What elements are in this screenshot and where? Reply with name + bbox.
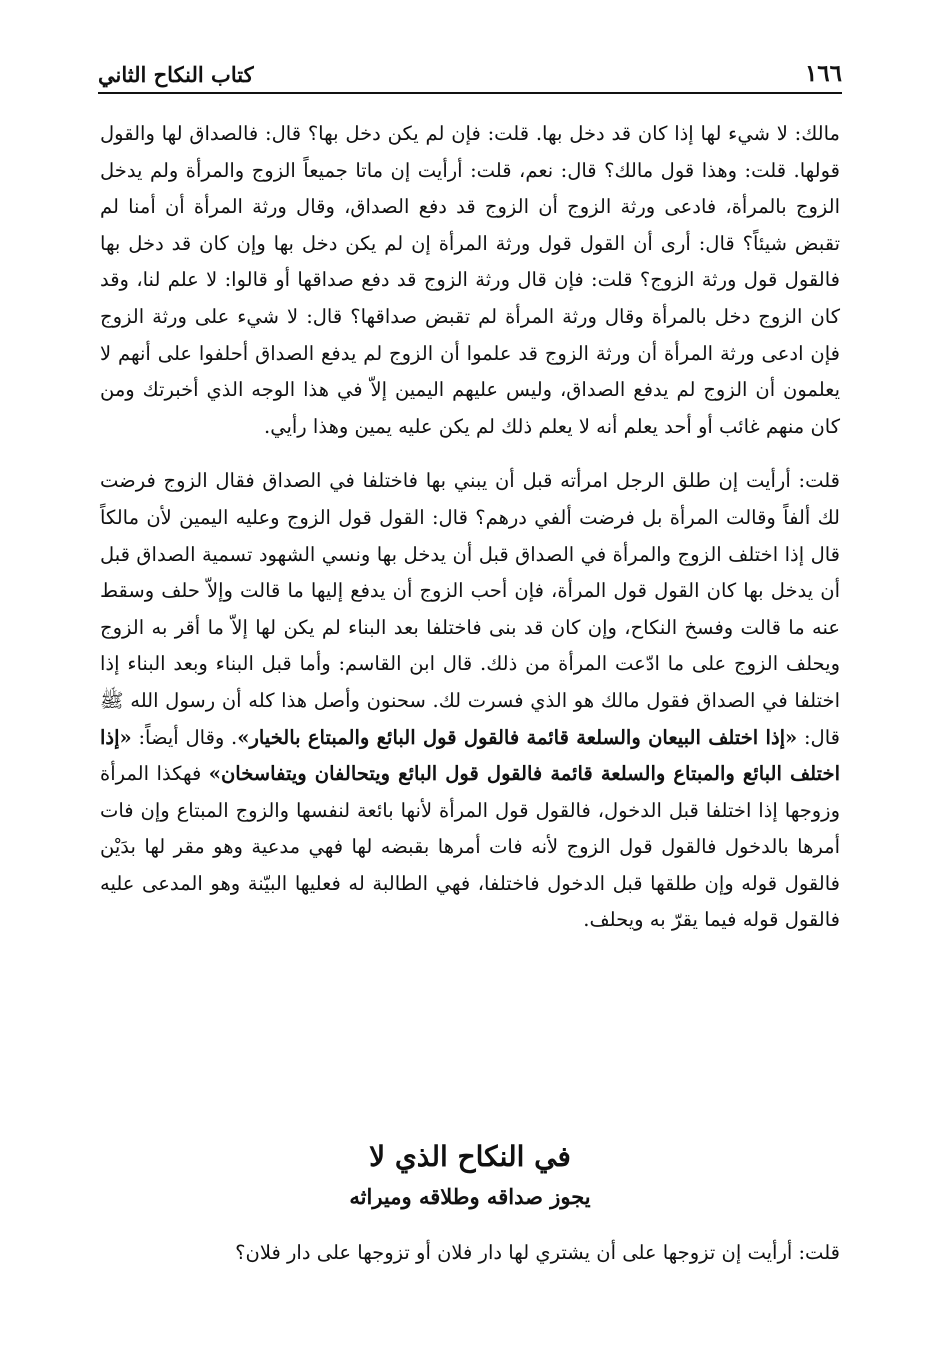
page-header	[98, 52, 842, 94]
paragraph-2-text-b: . وقال أيضاً:	[131, 725, 238, 749]
main-text	[100, 116, 840, 939]
running-title: كتاب النكاح الثاني	[98, 62, 254, 87]
paragraph-2	[100, 463, 840, 939]
section-heading-line-1: في النكاح الذي لا	[369, 1140, 571, 1173]
section-heading	[100, 1135, 840, 1215]
page-number: ١٦٦	[804, 60, 842, 87]
paragraph-2-text-c: فهكذا المرأة وزوجها إذا اختلفا قبل الدخول، فالقول قول المرأة لأنها بائعة لنفسها والزوج المبتاع وإن فات أمرها بالدخول فالقول قول الزوج لأنه فات أمرها بقبضه لها فهي مدعية وهو مقر لها بدَيْن فالقول قوله وإن طلقها قبل الدخول فاختلفا، فهي الطالبة له فعليها البيّنة وهو المدعى عليه فالقول قوله فيما يقرّ به ويحلف.	[100, 762, 840, 932]
hadith-quote-1: «إذا اختلف البيعان والسلعة قائمة فالقول قول البائع والمبتاع بالخيار»	[237, 725, 798, 749]
hadith-quote-2: «إذا اختلف البائع والمبتاع والسلعة قائمة فالقول قول البائع ويتحالفان ويتفاسخان»	[100, 725, 840, 786]
paragraph-1: مالك: لا شيء لها إذا كان قد دخل بها. قلت: فإن لم يكن دخل بها؟ قال: فالصداق لها والقول قولها. قلت: وهذا قول مالك؟ قال: نعم، قلت: أرأيت إن ماتا جميعاً الزوج والمرأة ولم يدخل الزوج بالمرأة، فادعى ورثة الزوج أن الزوج قد دفع الصداق، وقال ورثة المرأة أن أمنا لم تقبض شيئاً؟ قال: أرى أن القول قول ورثة المرأة إن لم يكن دخل بها وإن كان قد دخل بها فالقول قول ورثة الزوج؟ قلت: فإن قال ورثة الزوج قد دفع صداقها أو قالوا: لا علم لنا، وقد كان الزوج دخل بالمرأة وقال ورثة المرأة لم تقبض صداقها؟ قال: لا شيء على ورثة الزوج فإن ادعى ورثة المرأة أن ورثة الزوج قد علموا أن الزوج لم يدفع الصداق أحلفوا على أنهم لا يعلمون أن الزوج لم يدفع الصداق، وليس عليهم اليمين إلاّ في هذا الوجه الذي أخبرتك ومن كان منهم غائب أو أحد يعلم أنه لا يعلم ذلك لم يكن عليه يمين وهذا رأيي.	[100, 122, 840, 438]
paragraph-2-text-a: قلت: أرأيت إن طلق الرجل امرأته قبل أن يبني بها فاختلفا في الصداق فقال الزوج فرضت لك ألفاً وقالت المرأة بل فرضت ألفي درهم؟ قال: القول قول الزوج وعليه اليمين لأن مالكاً قال إذا اختلف الزوج والمرأة في الصداق قبل أن يدخل بها ونسي الشهود تسمية الصداق قبل أن يدخل بها كان القول قول المرأة، فإن أحب الزوج أن يدفع إليها ما قالت وإلاّ حلف وسقط عنه ما قالت وفسخ النكاح، وإن كان قد بنى فاختلفا بعد البناء لم يكن لها إلاّ ما أقر به الزوج ويحلف الزوج على ما ادّعت المرأة من ذلك. قال ابن القاسم: وأما قبل البناء وبعد البناء إذا اختلفا في الصداق فقول مالك هو الذي فسرت لك. سحنون وأصل هذا كله أن رسول الله ﷺ قال:	[100, 469, 840, 749]
final-line: قلت: أرأيت إن تزوجها على أن يشتري لها دار فلان أو تزوجها على دار فلان؟	[235, 1241, 840, 1264]
section-heading-line-2: يجوز صداقه وطلاقه وميراثه	[349, 1184, 591, 1209]
